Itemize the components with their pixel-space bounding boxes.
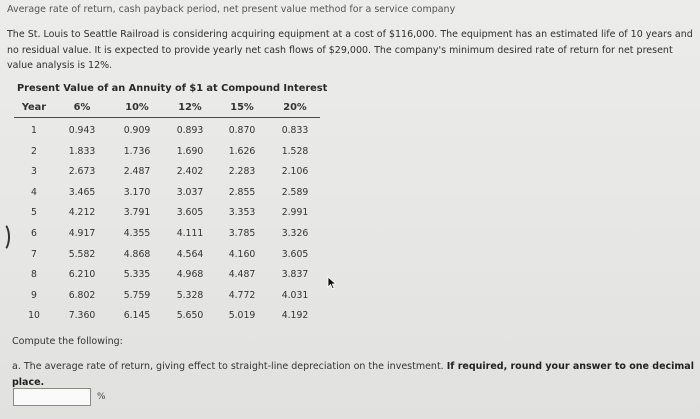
average-rate-of-return-input[interactable] [13, 388, 91, 406]
table-cell-rate-6-percent: 2.673 [68, 166, 96, 178]
table-cell-rate-15-percent: 1.626 [228, 145, 256, 157]
table-cell-year: 5 [31, 207, 37, 219]
table-cell-year: 6 [31, 228, 37, 239]
table-cell-rate-20-percent: 0.833 [281, 125, 309, 136]
table-cell-rate-20-percent: 4.192 [281, 310, 309, 322]
table-cell-rate-10-percent: 3.791 [123, 207, 151, 219]
table-row [14, 146, 320, 166]
table-cell-year: 3 [31, 166, 37, 178]
table-cell-rate-20-percent: 3.837 [281, 269, 309, 281]
table-row [14, 310, 320, 330]
table-cell-rate-12-percent: 4.564 [176, 248, 204, 260]
header-year: Year [21, 102, 47, 113]
table-cell-rate-20-percent: 2.106 [281, 166, 309, 178]
table-cell-rate-12-percent: 1.690 [176, 145, 204, 157]
table-cell-rate-6-percent: 7.360 [68, 310, 96, 322]
table-row [14, 187, 320, 207]
question-a-instruction: If required, round your answer to one decimal place. [12, 361, 694, 388]
question-a-text: The average rate of return, giving effect to straight-line depreciation on the investment. [23, 361, 444, 372]
table-cell-rate-6-percent: 6.802 [68, 289, 96, 301]
table-cell-rate-6-percent: 5.582 [68, 248, 96, 260]
table-header [14, 99, 320, 118]
percent-unit-label: % [97, 392, 106, 402]
table-row [14, 249, 320, 269]
table-cell-rate-10-percent: 0.909 [123, 125, 151, 136]
table-cell-rate-20-percent: 2.991 [281, 207, 309, 219]
table-cell-rate-12-percent: 5.328 [176, 289, 204, 301]
table-cell-rate-15-percent: 3.785 [228, 228, 256, 239]
header-10-percent: 10% [125, 102, 149, 113]
table-cell-rate-20-percent: 1.528 [281, 145, 309, 157]
compute-label: Compute the following: [12, 336, 123, 347]
table-cell-rate-15-percent: 5.019 [228, 310, 256, 322]
header-6-percent: 6% [73, 102, 91, 113]
table-cell-rate-20-percent: 3.605 [281, 248, 309, 260]
table-cell-year: 10 [28, 310, 40, 322]
table-cell-rate-10-percent: 1.736 [123, 145, 151, 157]
table-cell-year: 8 [31, 269, 37, 281]
table-cell-rate-6-percent: 3.465 [68, 186, 96, 198]
table-cell-rate-15-percent: 4.487 [228, 269, 256, 281]
header-15-percent: 15% [230, 102, 254, 113]
table-cell-rate-15-percent: 4.772 [228, 289, 256, 301]
table-row [14, 290, 320, 310]
problem-statement: The St. Louis to Seattle Railroad is considering acquiring equipment at a cost of $116,000. The equipment has an estimated life of 10 years and no residual value. It is expected to provide yearly net cash flows of $29,000. The company's minimum desired rate of return for net present value analysis is 12%. [7, 29, 693, 71]
table-cell-rate-12-percent: 3.605 [176, 207, 204, 219]
table-cell-rate-12-percent: 4.111 [176, 228, 204, 239]
table-cell-year: 9 [31, 289, 37, 301]
table-cell-year: 2 [31, 145, 37, 157]
header-20-percent: 20% [283, 102, 307, 113]
table-cell-rate-10-percent: 3.170 [123, 186, 151, 198]
table-cell-rate-15-percent: 2.283 [228, 166, 256, 178]
table-cell-rate-10-percent: 4.355 [123, 228, 151, 239]
table-cell-rate-15-percent: 3.353 [228, 207, 256, 219]
table-cell-rate-12-percent: 5.650 [176, 310, 204, 322]
table-cell-rate-6-percent: 4.917 [68, 228, 96, 239]
table-cell-rate-6-percent: 1.833 [68, 145, 96, 157]
table-cell-rate-6-percent: 0.943 [68, 125, 96, 136]
table-cell-rate-12-percent: 2.402 [176, 166, 204, 178]
table-row [14, 269, 320, 289]
table-cell-rate-20-percent: 2.589 [281, 186, 309, 198]
table-cell-rate-10-percent: 6.145 [123, 310, 151, 322]
table-cell-rate-10-percent: 5.759 [123, 289, 151, 301]
table-caption: Present Value of an Annuity of $1 at Compound Interest [17, 83, 328, 94]
table-cell-rate-15-percent: 4.160 [228, 248, 256, 260]
table-cell-rate-10-percent: 2.487 [123, 166, 151, 178]
table-row [14, 228, 320, 248]
header-12-percent: 12% [178, 102, 202, 113]
page-title: Average rate of return, cash payback period, net present value method for a service company [7, 4, 456, 15]
question-a [12, 359, 696, 391]
table-cell-rate-12-percent: 3.037 [176, 186, 204, 198]
table-cell-rate-6-percent: 6.210 [68, 269, 96, 281]
table-cell-rate-15-percent: 0.870 [228, 125, 256, 136]
table-cell-rate-12-percent: 0.893 [176, 125, 204, 136]
table-cell-rate-12-percent: 4.968 [176, 269, 204, 281]
left-edge-mark [0, 222, 10, 252]
table-cell-year: 1 [31, 125, 37, 136]
table-cell-rate-10-percent: 5.335 [123, 269, 151, 281]
table-row [14, 166, 320, 186]
table-cell-year: 4 [31, 186, 37, 198]
mouse-pointer-icon [327, 276, 337, 290]
table-cell-rate-20-percent: 4.031 [281, 289, 309, 301]
table-row [14, 207, 320, 227]
table-cell-rate-20-percent: 3.326 [281, 228, 309, 239]
table-cell-rate-6-percent: 4.212 [68, 207, 96, 219]
table-row [14, 125, 320, 145]
table-cell-rate-15-percent: 2.855 [228, 186, 256, 198]
table-cell-year: 7 [31, 248, 37, 260]
table-cell-rate-10-percent: 4.868 [123, 248, 151, 260]
question-a-prefix: a. [12, 361, 21, 372]
